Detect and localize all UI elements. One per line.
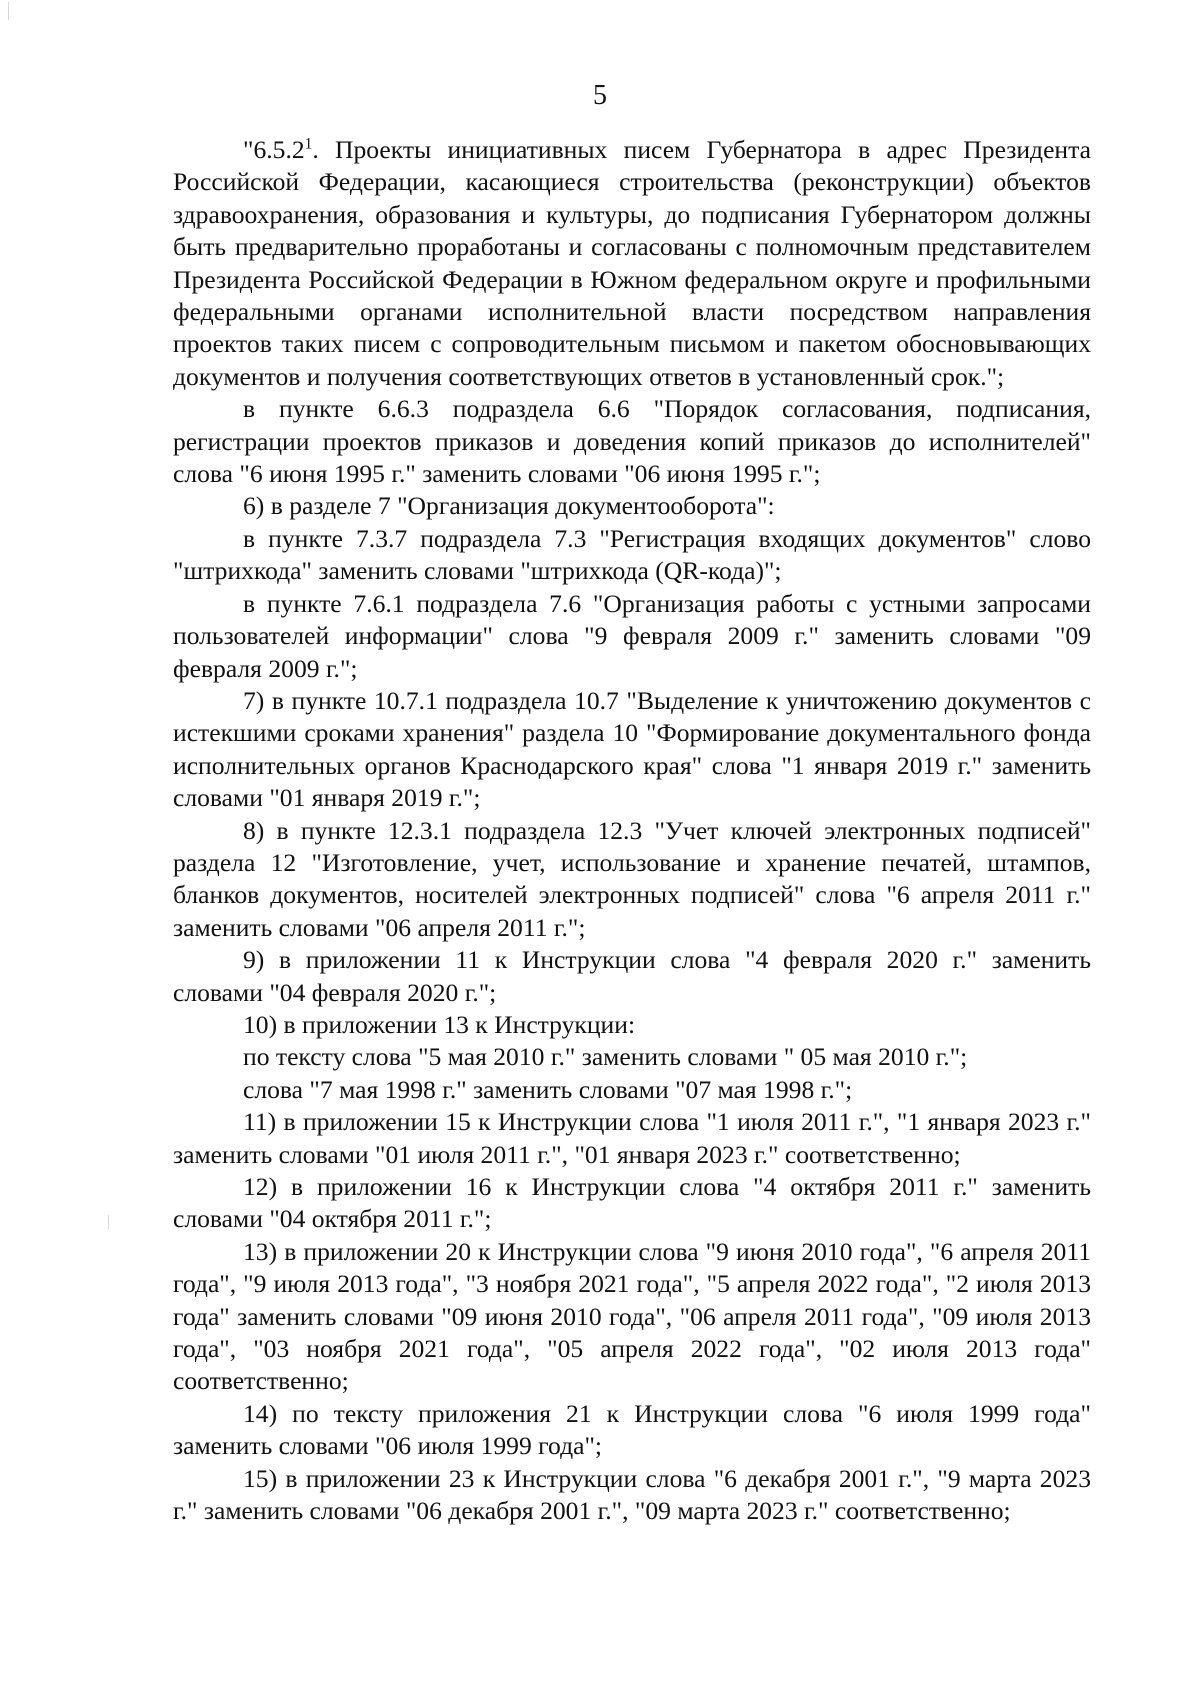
paragraph: 11) в приложении 15 к Инструкции слова "1 июля 2011 г.", "1 января 2023 г." заменить словами "01 июля 2011 г.", "01 января 2023 г." соответственно; [173, 1107, 1091, 1169]
paragraph-6-5-2-1 [173, 134, 1091, 393]
paragraph: по тексту слова "5 мая 2010 г." заменить словами " 05 мая 2010 г."; [243, 1042, 968, 1072]
paragraph-rest: . Проекты инициативных писем Губернатора в адрес Президента Российской Федерации, касающиеся строительства (реконструкции) объектов здравоохранения, образования и культуры, до подписания Губернатором должны быть предварительно проработаны и согласованы с полномочным представителем Президента Российской Федерации в Южном федеральном округе и профильными федеральными органами исполнительной власти посредством направления проектов таких писем с сопроводительным письмом и пакетом обосновывающих документов и получения соответствующих ответов в установленный срок."; [173, 135, 1091, 391]
scan-edge-mark [8, 2, 9, 20]
paragraph: 12) в приложении 16 к Инструкции слова "4 октября 2011 г." заменить словами "04 октября 2011 г."; [173, 1172, 1091, 1234]
paragraph: 6) в разделе 7 "Организация документооборота": [243, 491, 775, 521]
paragraph: 13) в приложении 20 к Инструкции слова "9 июня 2010 года", "6 апреля 2011 года", "9 июля 2013 года", "3 ноября 2021 года", "5 апреля 2022 года", "2 июля 2013 года" заменить словами "09 июня 2010 года", "06 апреля 2011 года", "09 июля 2013 года", "03 ноября 2021 года", "05 апреля 2022 года", "02 июля 2013 года" соответственно; [173, 1236, 1091, 1396]
paragraph: 14) по тексту приложения 21 к Инструкции слова "6 июля 1999 года" заменить словами "06 июля 1999 года"; [173, 1398, 1091, 1461]
paragraph: 15) в приложении 23 к Инструкции слова "6 декабря 2001 г.", "9 марта 2023 г." заменить словами "06 декабря 2001 г.", "09 марта 2023 г." соответственно; [173, 1463, 1091, 1526]
paragraph: слова "7 мая 1998 г." заменить словами "07 мая 1998 г."; [243, 1074, 853, 1104]
paragraph-lead: "6.5.2 [243, 135, 305, 164]
superscript: 1 [304, 135, 313, 153]
paragraph: в пункте 7.6.1 подраздела 7.6 "Организация работы с устными запросами пользователей информации" слова "9 февраля 2009 г." заменить словами "09 февраля 2009 г."; [173, 588, 1091, 683]
page-number: 5 [593, 80, 607, 111]
paragraph: 9) в приложении 11 к Инструкции слова "4 февраля 2020 г." заменить словами "04 февраля 2020 г."; [173, 945, 1091, 1007]
paragraph: 7) в пункте 10.7.1 подраздела 10.7 "Выделение к уничтожению документов с истекшими сроками хранения" раздела 10 "Формирование документального фонда исполнительных органов Краснодарского края" слова "1 января 2019 г." заменить словами "01 января 2019 г."; [173, 685, 1091, 813]
paragraph: 8) в пункте 12.3.1 подраздела 12.3 "Учет ключей электронных подписей" раздела 12 "Изготовление, учет, использование и хранение печатей, штампов, бланков документов, носителей электронных подписей" слова "6 апреля 2011 г." заменить словами "06 апреля 2011 г."; [173, 815, 1091, 942]
scan-edge-mark [108, 1215, 109, 1229]
paragraph: 10) в приложении 13 к Инструкции: [243, 1009, 636, 1039]
paragraph: в пункте 6.6.3 подраздела 6.6 "Порядок согласования, подписания, регистрации проектов приказов и доведения копий приказов до исполнителей" слова "6 июня 1995 г." заменить словами "06 июня 1995 г."; [173, 394, 1091, 489]
paragraph: в пункте 7.3.7 подраздела 7.3 "Регистрация входящих документов" слово "штрихкода" заменить словами "штрихкода (QR-кода)"; [173, 523, 1091, 586]
document-body [173, 134, 1091, 1527]
